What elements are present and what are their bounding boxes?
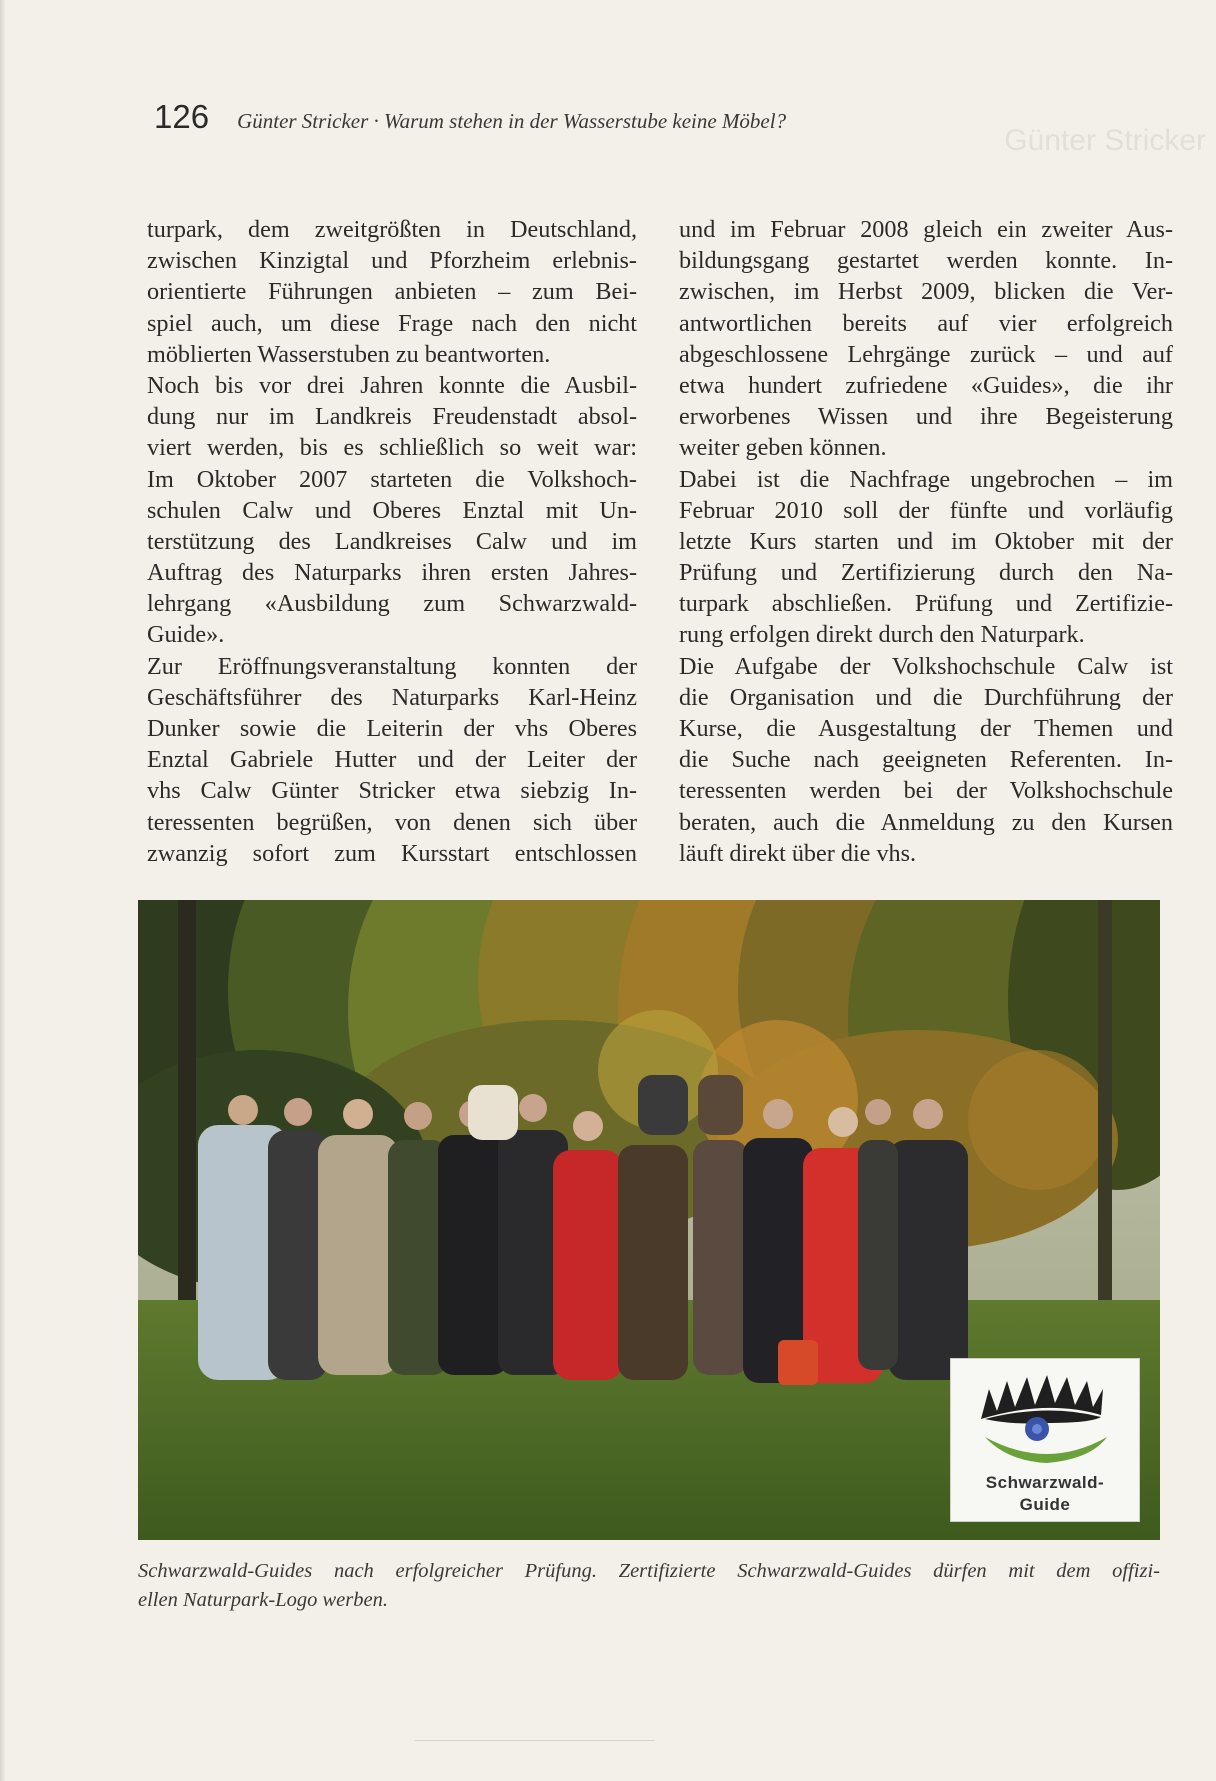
text-line: Februar 2010 soll der fünfte und vorläufig [679,496,1173,524]
text-line: und im Februar 2008 gleich ein zweiter Aus- [679,216,1173,243]
text-line: etwa hundert zufriedene «Guides», die ihr [679,371,1173,399]
text-line: schulen Calw und Oberes Enztal mit Un- [147,496,637,524]
text-line: möblierten Wasserstuben zu beantworten. [147,340,551,368]
text-line: Kurse, die Ausgestaltung der Themen und [679,715,1173,742]
text-line: Noch bis vor drei Jahren konnte die Ausbil- [147,371,637,399]
text-line: erworbenes Wissen und ihre Begeisterung [679,403,1173,431]
eye-logo-icon [951,1359,1139,1474]
text-line: Geschäftsführer des Naturparks Karl-Heinz [147,683,637,711]
text-line: die Suche nach geeigneten Referenten. In- [679,746,1173,774]
page-edge-shadow [0,0,6,1781]
text-line: beraten, auch die Anmeldung zu den Kursen [679,808,1173,836]
footer-rule [415,1740,655,1741]
text-line: antwortlichen bereits auf vier erfolgreich [679,309,1173,337]
text-line: Guide». [147,621,225,649]
running-title: Günter Stricker · Warum stehen in der Wasserstube keine Möbel? [237,109,787,133]
text-line: vhs Calw Günter Stricker etwa siebzig In- [147,777,637,805]
page-number: 126 [154,98,210,135]
text-line: zwischen Kinzigtal und Pforzheim erlebnis- [147,247,637,275]
text-line: Prüfung und Zertifizierung durch den Na- [679,559,1173,587]
text-line: turpark abschließen. Prüfung und Zertifizie- [679,590,1173,618]
text-line: Enztal Gabriele Hutter und der Leiter der [147,746,637,774]
text-line: Die Aufgabe der Volkshochschule Calw ist [679,652,1173,680]
text-line: teressenten begrüßen, von denen sich über [147,808,637,836]
schwarzwald-guide-logo [950,1358,1140,1522]
running-head [154,98,786,136]
caption-line: ellen Naturpark-Logo werben. [138,1589,388,1611]
text-line: Auftrag des Naturparks ihren ersten Jahres- [147,559,637,587]
right-text-column [679,214,1173,869]
text-line: turpark, dem zweitgrößten in Deutschland, [147,216,637,243]
photo-caption [138,1557,1160,1615]
text-line: lehrgang «Ausbildung zum Schwarzwald- [147,590,637,618]
text-line: spiel auch, um diese Frage nach den nicht [147,309,637,337]
logo-text-line1: Schwarzwald- [985,1473,1105,1492]
text-line: zwischen, im Herbst 2009, blicken die Ver- [679,278,1173,306]
text-line: weiter geben können. [679,434,887,462]
text-line: viert werden, bis es schließlich so weit war: [147,434,637,462]
text-line: dung nur im Landkreis Freudenstadt absol- [147,403,637,431]
text-line: Zur Eröffnungsveranstaltung konnten der [147,652,637,680]
text-line: läuft direkt über die vhs. [679,839,917,867]
text-line: Im Oktober 2007 starteten die Volkshoch- [147,465,637,493]
text-line: Dabei ist die Nachfrage ungebrochen – im [679,465,1173,493]
logo-text-line2: Guide [1019,1495,1071,1514]
text-line: rung erfolgen direkt durch den Naturpark. [679,621,1085,649]
text-line: letzte Kurs starten und im Oktober mit der [679,527,1173,555]
text-line: Dunker sowie die Leiterin der vhs Oberes [147,715,637,742]
text-line: terstützung des Landkreises Calw und im [147,527,637,555]
text-line: teressenten werden bei der Volkshochschule [679,777,1173,805]
red-backpack [778,1340,818,1385]
text-line: die Organisation und die Durchführung der [679,683,1173,711]
text-line: abgeschlossene Lehrgänge zurück – und auf [679,340,1173,368]
text-line: orientierte Führungen anbieten – zum Bei- [147,278,637,306]
text-line: bildungsgang gestartet werden konnte. In- [679,247,1173,275]
text-line: zwanzig sofort zum Kursstart entschlossen [147,839,637,867]
caption-line: Schwarzwald-Guides nach erfolgreicher Prüfung. Zertifizierte Schwarzwald-Guides dürfen mit dem offizi- [138,1560,1160,1582]
bleed-through-header: Günter Stricker [1004,124,1206,157]
left-text-column [147,214,637,869]
